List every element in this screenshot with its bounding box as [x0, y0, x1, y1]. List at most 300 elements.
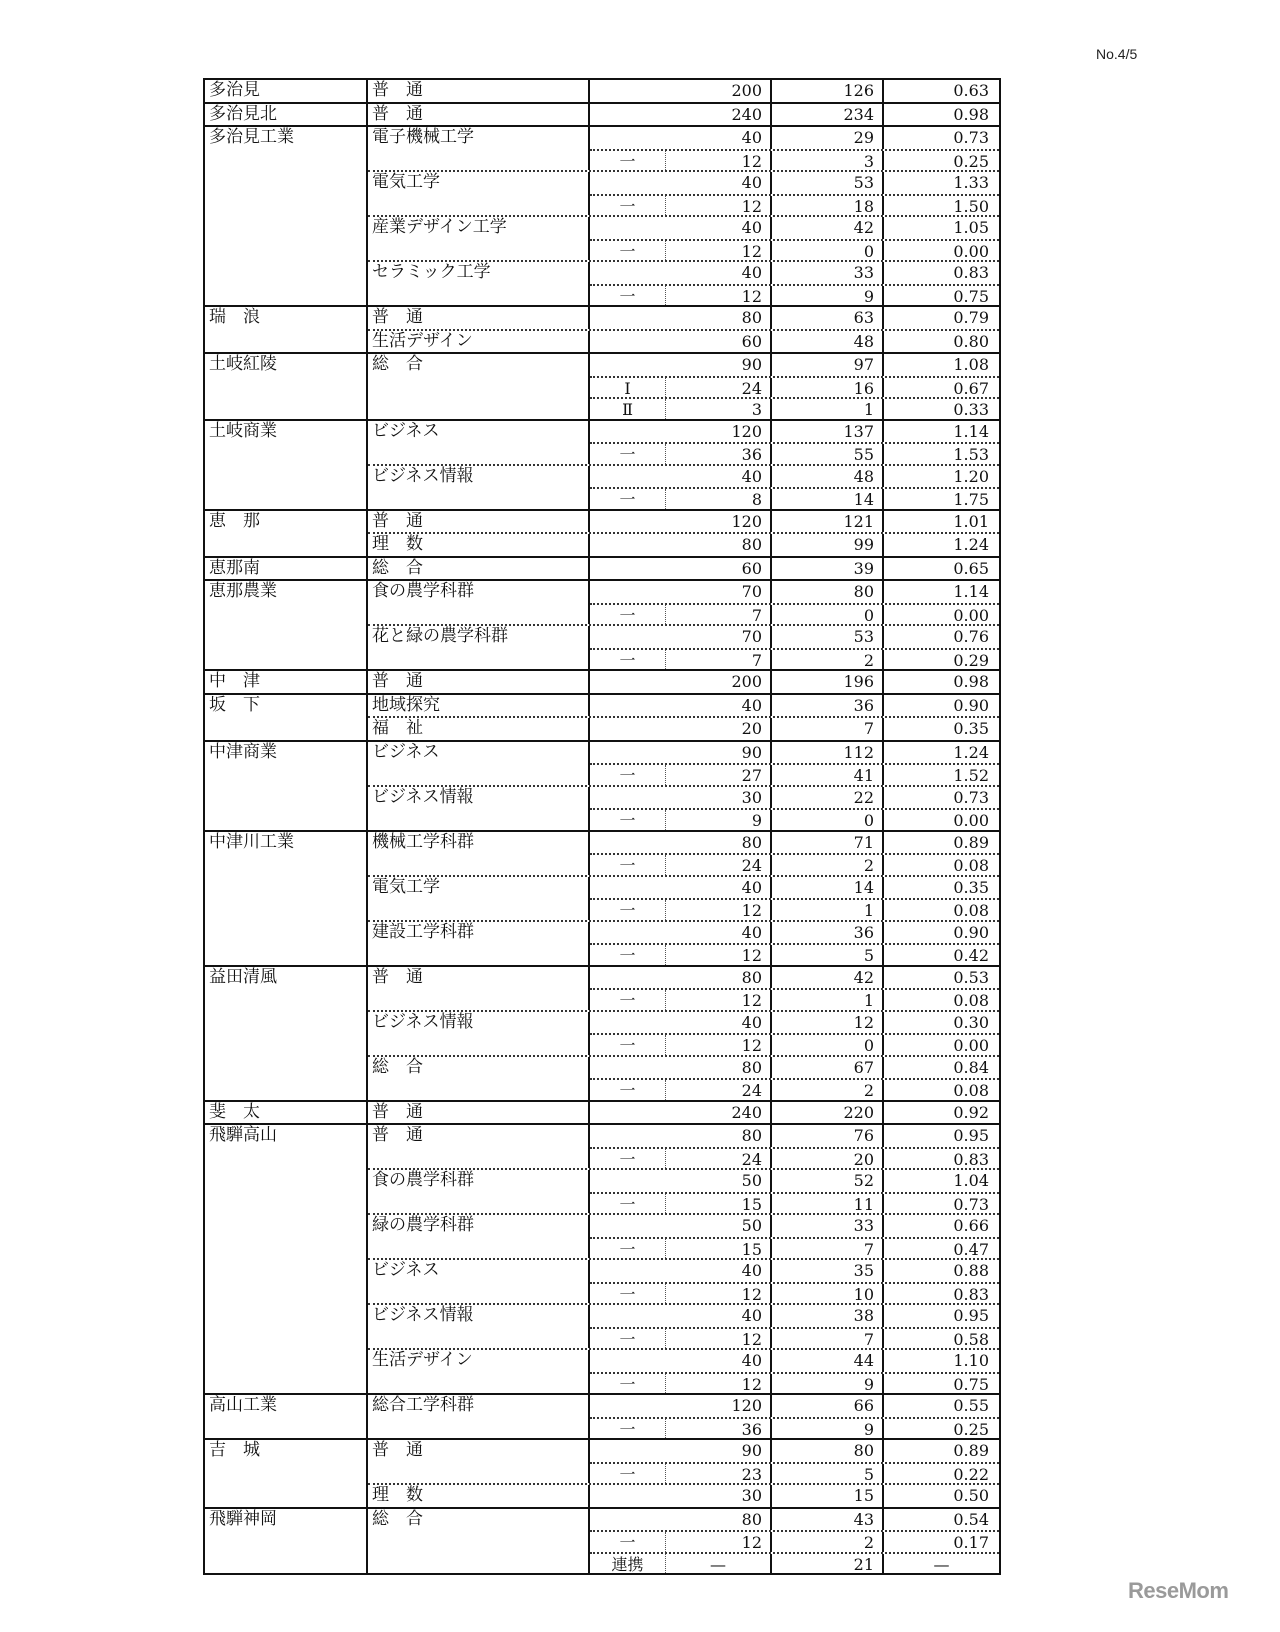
- capacity-cell: 80: [590, 1057, 772, 1079]
- ratio-cell: 0.25: [953, 1419, 989, 1439]
- ratio-cell: 0.35: [953, 877, 989, 897]
- applicants-cell: 5: [772, 1464, 884, 1484]
- table-row: [590, 194, 999, 216]
- applicants-cell: 44: [772, 1350, 884, 1372]
- table-row: [590, 626, 999, 648]
- capacity-cell: 40: [590, 466, 772, 488]
- school-name: 瑞 浪: [205, 307, 368, 352]
- applicants-cell: 5: [772, 945, 884, 965]
- ratio-cell: 0.80: [953, 331, 989, 351]
- school-group: [205, 693, 999, 740]
- applicants-cell: 0: [772, 241, 884, 261]
- table-row: [590, 1078, 999, 1100]
- capacity-cell: 50: [590, 1215, 772, 1237]
- ratio-cell: 0.47: [953, 1239, 989, 1259]
- school-name: 益田清風: [205, 967, 368, 1100]
- course-name: 電気工学: [368, 877, 590, 920]
- ratio-cell: 1.75: [953, 490, 989, 509]
- capacity-cell: 40: [590, 262, 772, 284]
- applicants-cell: 22: [772, 787, 884, 809]
- table-row: [590, 1552, 999, 1574]
- applicants-cell: 14: [772, 877, 884, 899]
- quota-type: 一: [590, 1464, 666, 1484]
- course-name: 建設工学科群: [368, 922, 590, 965]
- table-row: [590, 397, 999, 419]
- resemom-logo: ReseMom: [1128, 1578, 1229, 1603]
- table-row: [590, 671, 999, 693]
- capacity-cell: 80: [590, 832, 772, 854]
- applicants-cell: 39: [772, 558, 884, 580]
- table-row: [590, 603, 999, 625]
- school-group: [205, 1438, 999, 1507]
- ratio-cell: 0.00: [953, 605, 989, 625]
- ratio-cell: 0.98: [953, 104, 989, 124]
- ratio-cell: 0.63: [953, 81, 989, 100]
- table-row: [590, 466, 999, 488]
- table-row: [590, 1170, 999, 1192]
- capacity-cell: 40: [590, 1305, 772, 1327]
- table-row: [590, 354, 999, 376]
- capacity-cell: 90: [590, 354, 772, 376]
- ratio-cell: 1.08: [953, 355, 989, 374]
- capacity-cell: 12: [666, 286, 772, 306]
- capacity-cell: 120: [590, 421, 772, 443]
- table-row: [590, 763, 999, 785]
- applicants-cell: 55: [772, 444, 884, 464]
- application-ratio-table: [203, 78, 1001, 1575]
- course-name: 生活デザイン: [368, 331, 590, 353]
- table-row: [590, 1012, 999, 1034]
- capacity-cell: —: [666, 1554, 772, 1574]
- applicants-cell: 36: [772, 695, 884, 717]
- course-block: [368, 558, 999, 580]
- school-group: [205, 509, 999, 556]
- applicants-cell: 0: [772, 605, 884, 625]
- table-row: [590, 1237, 999, 1259]
- course-block: [368, 1125, 999, 1168]
- capacity-cell: 80: [590, 307, 772, 329]
- table-row: [590, 1485, 999, 1507]
- school-group: [205, 305, 999, 352]
- applicants-cell: 42: [772, 217, 884, 239]
- applicants-cell: 99: [772, 534, 884, 556]
- quota-type: 一: [590, 196, 666, 216]
- applicants-cell: 97: [772, 354, 884, 376]
- capacity-cell: 40: [590, 1260, 772, 1282]
- ratio-cell: 1.20: [953, 466, 989, 486]
- school-name: 土岐商業: [205, 421, 368, 509]
- course-name: 食の農学科群: [368, 1170, 590, 1213]
- applicants-cell: 20: [772, 1149, 884, 1169]
- course-name: セラミック工学: [368, 262, 590, 305]
- applicants-cell: 11: [772, 1194, 884, 1214]
- quota-type: 一: [590, 1149, 666, 1169]
- applicants-cell: 1: [772, 990, 884, 1010]
- capacity-cell: 36: [666, 1419, 772, 1439]
- quota-type: 一: [590, 990, 666, 1010]
- ratio-cell: 1.53: [953, 445, 989, 464]
- table-row: [590, 808, 999, 830]
- ratio-cell: 0.90: [953, 922, 989, 942]
- ratio-cell: 0.83: [953, 1284, 989, 1304]
- applicants-cell: 0: [772, 810, 884, 830]
- capacity-cell: 80: [590, 1125, 772, 1147]
- course-block: [368, 80, 999, 102]
- table-row: [590, 1530, 999, 1552]
- school-group: [205, 1100, 999, 1124]
- quota-type: 一: [590, 489, 666, 509]
- table-row: [590, 511, 999, 533]
- ratio-cell: 0.08: [953, 991, 989, 1010]
- applicants-cell: 7: [772, 1329, 884, 1349]
- course-name: 産業デザイン工学: [368, 217, 590, 260]
- ratio-cell: 0.95: [953, 1306, 989, 1325]
- applicants-cell: 0: [772, 1035, 884, 1055]
- school-name: 高山工業: [205, 1395, 368, 1438]
- capacity-cell: 80: [590, 534, 772, 556]
- ratio-cell: 0.55: [953, 1396, 989, 1415]
- school-name: 飛騨神岡: [205, 1509, 368, 1574]
- course-block: [368, 1102, 999, 1124]
- capacity-cell: 24: [666, 855, 772, 875]
- table-row: [590, 217, 999, 239]
- course-block: [368, 260, 999, 305]
- table-row: [590, 421, 999, 443]
- table-row: [590, 832, 999, 854]
- table-row: [590, 1440, 999, 1462]
- ratio-cell: 0.65: [953, 558, 989, 578]
- course-name: 福 祉: [368, 718, 590, 740]
- table-row: [590, 534, 999, 556]
- ratio-cell: 1.24: [953, 535, 989, 554]
- course-block: [368, 1168, 999, 1213]
- course-block: [368, 920, 999, 965]
- capacity-cell: 7: [666, 650, 772, 670]
- course-block: [368, 104, 999, 126]
- ratio-cell: 1.14: [953, 421, 989, 441]
- capacity-cell: 24: [666, 1080, 772, 1100]
- ratio-cell: 0.00: [953, 1036, 989, 1055]
- table-row: [590, 80, 999, 102]
- course-name: 地域探究: [368, 695, 590, 717]
- course-block: [368, 421, 999, 464]
- capacity-cell: 20: [590, 718, 772, 740]
- applicants-cell: 67: [772, 1057, 884, 1079]
- ratio-cell: 0.67: [953, 378, 989, 398]
- capacity-cell: 40: [590, 1350, 772, 1372]
- table-row: [590, 262, 999, 284]
- applicants-cell: 9: [772, 1374, 884, 1394]
- ratio-cell: 0.08: [953, 856, 989, 875]
- capacity-cell: 15: [666, 1239, 772, 1259]
- table-row: [590, 104, 999, 126]
- table-row: [590, 1033, 999, 1055]
- applicants-cell: 35: [772, 1260, 884, 1282]
- applicants-cell: 196: [772, 671, 884, 693]
- applicants-cell: 9: [772, 286, 884, 306]
- table-row: [590, 172, 999, 194]
- applicants-cell: 33: [772, 1215, 884, 1237]
- capacity-cell: 12: [666, 1329, 772, 1349]
- table-row: [590, 742, 999, 764]
- ratio-cell: 0.89: [953, 832, 989, 852]
- table-row: [590, 1372, 999, 1394]
- applicants-cell: 36: [772, 922, 884, 944]
- ratio-cell: 0.22: [953, 1464, 989, 1484]
- applicants-cell: 48: [772, 331, 884, 353]
- table-row: [590, 1260, 999, 1282]
- course-block: [368, 624, 999, 669]
- course-name: 普 通: [368, 104, 590, 126]
- applicants-cell: 38: [772, 1305, 884, 1327]
- ratio-cell: 0.75: [953, 1374, 989, 1394]
- quota-type: 一: [590, 1284, 666, 1304]
- capacity-cell: 30: [590, 787, 772, 809]
- capacity-cell: 240: [590, 104, 772, 126]
- capacity-cell: 40: [590, 1012, 772, 1034]
- table-row: [590, 581, 999, 603]
- course-name: ビジネス情報: [368, 1305, 590, 1348]
- capacity-cell: 12: [666, 1035, 772, 1055]
- course-name: ビジネス情報: [368, 1012, 590, 1055]
- applicants-cell: 43: [772, 1509, 884, 1531]
- table-row: [590, 988, 999, 1010]
- applicants-cell: 53: [772, 172, 884, 194]
- quota-type: 一: [590, 241, 666, 261]
- capacity-cell: 27: [666, 765, 772, 785]
- table-row: [590, 1417, 999, 1439]
- table-row: [590, 1462, 999, 1484]
- course-block: [368, 581, 999, 624]
- course-name: 普 通: [368, 1102, 590, 1124]
- applicants-cell: 1: [772, 399, 884, 419]
- school-group: [205, 669, 999, 693]
- page-number: No.4/5: [1096, 46, 1138, 62]
- course-block: [368, 1213, 999, 1258]
- table-row: [590, 787, 999, 809]
- table-row: [590, 1102, 999, 1124]
- table-row: [590, 1350, 999, 1372]
- ratio-cell: 0.08: [953, 1081, 989, 1100]
- capacity-cell: 60: [590, 331, 772, 353]
- capacity-cell: 12: [666, 945, 772, 965]
- school-group: [205, 830, 999, 965]
- applicants-cell: 220: [772, 1102, 884, 1124]
- course-block: [368, 832, 999, 875]
- table-row: [590, 331, 999, 353]
- capacity-cell: 90: [590, 742, 772, 764]
- quota-type: 一: [590, 855, 666, 875]
- applicants-cell: 14: [772, 489, 884, 509]
- course-name: ビジネス: [368, 421, 590, 464]
- capacity-cell: 12: [666, 151, 772, 171]
- school-name: 多治見工業: [205, 127, 368, 305]
- table-row: [590, 307, 999, 329]
- school-name: 中津川工業: [205, 832, 368, 965]
- ratio-cell: 0.25: [953, 151, 989, 171]
- quota-type: 一: [590, 286, 666, 306]
- capacity-cell: 9: [666, 810, 772, 830]
- ratio-cell: 0.98: [953, 672, 989, 691]
- table-row: [590, 943, 999, 965]
- course-block: [368, 695, 999, 717]
- school-name: 吉 城: [205, 1440, 368, 1507]
- course-name: 花と緑の農学科群: [368, 626, 590, 669]
- quota-type: 一: [590, 1329, 666, 1349]
- capacity-cell: 36: [666, 444, 772, 464]
- applicants-cell: 2: [772, 650, 884, 670]
- school-group: [205, 1507, 999, 1574]
- applicants-cell: 12: [772, 1012, 884, 1034]
- table-row: [590, 442, 999, 464]
- applicants-cell: 121: [772, 511, 884, 533]
- table-row: [590, 487, 999, 509]
- table-row: [590, 127, 999, 149]
- applicants-cell: 71: [772, 832, 884, 854]
- applicants-cell: 16: [772, 378, 884, 398]
- ratio-cell: 1.52: [953, 766, 989, 785]
- ratio-cell: 1.50: [953, 196, 989, 216]
- course-name: 緑の農学科群: [368, 1215, 590, 1258]
- table-row: [590, 1305, 999, 1327]
- capacity-cell: 15: [666, 1194, 772, 1214]
- capacity-cell: 12: [666, 990, 772, 1010]
- course-name: 普 通: [368, 511, 590, 533]
- course-name: 食の農学科群: [368, 581, 590, 624]
- table-row: [590, 376, 999, 398]
- course-block: [368, 354, 999, 419]
- ratio-cell: 0.17: [953, 1533, 989, 1552]
- table-row: [590, 695, 999, 717]
- capacity-cell: 50: [590, 1170, 772, 1192]
- ratio-cell: 0.42: [953, 946, 989, 965]
- capacity-cell: 12: [666, 900, 772, 920]
- ratio-cell: 0.90: [953, 695, 989, 715]
- school-group: [205, 556, 999, 580]
- applicants-cell: 21: [772, 1554, 884, 1574]
- course-name: 総 合: [368, 1509, 590, 1574]
- school-group: [205, 1393, 999, 1438]
- ratio-cell: 1.04: [953, 1171, 989, 1190]
- quota-type: 一: [590, 151, 666, 171]
- ratio-cell: 1.10: [953, 1351, 989, 1370]
- course-block: [368, 785, 999, 830]
- course-block: [368, 127, 999, 170]
- capacity-cell: 200: [590, 80, 772, 102]
- applicants-cell: 41: [772, 765, 884, 785]
- capacity-cell: 60: [590, 558, 772, 580]
- course-block: [368, 1395, 999, 1438]
- table-row: [590, 967, 999, 989]
- quota-type: 一: [590, 765, 666, 785]
- ratio-cell: 0.76: [953, 627, 989, 646]
- course-name: ビジネス情報: [368, 466, 590, 509]
- school-name: 多治見: [205, 80, 368, 102]
- ratio-cell: 0.33: [953, 400, 989, 419]
- capacity-cell: 80: [590, 967, 772, 989]
- applicants-cell: 7: [772, 1239, 884, 1259]
- course-name: 総合工学科群: [368, 1395, 590, 1438]
- capacity-cell: 3: [666, 399, 772, 419]
- ratio-cell: 1.05: [953, 218, 989, 237]
- course-block: [368, 716, 999, 740]
- ratio-cell: 0.54: [953, 1509, 989, 1529]
- applicants-cell: 42: [772, 967, 884, 989]
- school-group: [205, 352, 999, 419]
- ratio-cell: 0.08: [953, 901, 989, 920]
- capacity-cell: 12: [666, 241, 772, 261]
- school-group: [205, 965, 999, 1100]
- applicants-cell: 76: [772, 1125, 884, 1147]
- quota-type: 一: [590, 1239, 666, 1259]
- course-block: [368, 532, 999, 556]
- ratio-cell: 0.88: [953, 1261, 989, 1280]
- capacity-cell: 7: [666, 605, 772, 625]
- school-name: 坂 下: [205, 695, 368, 740]
- applicants-cell: 15: [772, 1485, 884, 1507]
- ratio-cell: 0.92: [953, 1102, 989, 1122]
- table-row: [590, 1147, 999, 1169]
- capacity-cell: 120: [590, 511, 772, 533]
- capacity-cell: 40: [590, 922, 772, 944]
- applicants-cell: 80: [772, 581, 884, 603]
- course-block: [368, 671, 999, 693]
- applicants-cell: 112: [772, 742, 884, 764]
- school-name: 恵那農業: [205, 581, 368, 669]
- ratio-cell: 0.50: [953, 1486, 989, 1505]
- course-block: [368, 1509, 999, 1574]
- ratio-cell: 0.79: [953, 308, 989, 327]
- table-row: [590, 1395, 999, 1417]
- ratio-cell: 0.75: [953, 286, 989, 306]
- quota-type: 一: [590, 444, 666, 464]
- applicants-cell: 18: [772, 196, 884, 216]
- ratio-cell: 0.73: [953, 128, 989, 147]
- course-name: 電子機械工学: [368, 127, 590, 170]
- school-name: 中津商業: [205, 742, 368, 830]
- table-row: [590, 1215, 999, 1237]
- ratio-cell: 0.00: [953, 241, 989, 261]
- school-group: [205, 419, 999, 509]
- applicants-cell: 9: [772, 1419, 884, 1439]
- course-name: 普 通: [368, 671, 590, 693]
- capacity-cell: 24: [666, 1149, 772, 1169]
- course-name: 普 通: [368, 307, 590, 329]
- course-block: [368, 875, 999, 920]
- applicants-cell: 7: [772, 718, 884, 740]
- course-block: [368, 215, 999, 260]
- ratio-cell: 1.14: [953, 582, 989, 601]
- table-row: [590, 898, 999, 920]
- table-row: [590, 718, 999, 740]
- capacity-cell: 40: [590, 877, 772, 899]
- table-row: [590, 284, 999, 306]
- capacity-cell: 40: [590, 172, 772, 194]
- capacity-cell: 120: [590, 1395, 772, 1417]
- quota-type: 一: [590, 900, 666, 920]
- quota-type: 一: [590, 1194, 666, 1214]
- course-name: 総 合: [368, 1057, 590, 1100]
- table-row: [590, 149, 999, 171]
- school-name: 中 津: [205, 671, 368, 693]
- capacity-cell: 12: [666, 196, 772, 216]
- school-group: [205, 740, 999, 830]
- quota-type: 一: [590, 1532, 666, 1552]
- capacity-cell: 12: [666, 1374, 772, 1394]
- course-name: 普 通: [368, 1440, 590, 1483]
- course-name: ビジネス: [368, 742, 590, 785]
- quota-type: 一: [590, 650, 666, 670]
